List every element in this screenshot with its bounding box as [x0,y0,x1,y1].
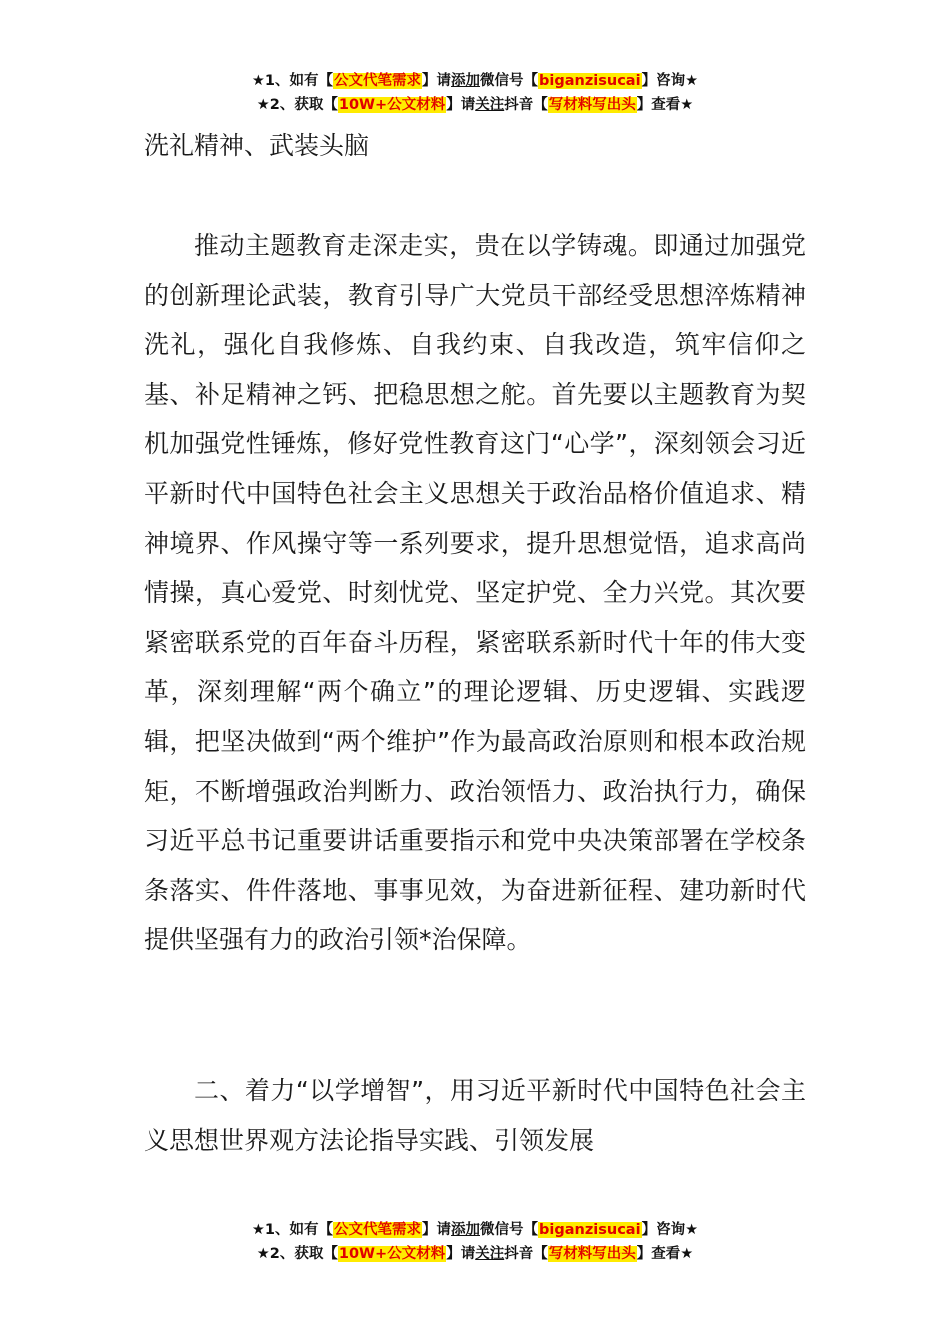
promo-text: 】咨询★ [641,73,699,89]
promo-highlight: 公文代笔需求 [334,1222,422,1238]
promo-text: 抖音【 [504,97,548,113]
promo-highlight: 写材料写出头 [548,1246,636,1262]
promo-highlight: biganzisucai [539,1222,641,1238]
promo-text: ★2、获取【 [256,1246,338,1262]
paragraph-heading-fragment: 洗礼精神、武装头脑 [144,131,370,160]
promo-text: 】请 [422,73,452,89]
promo-text: ★1、如有【 [251,73,334,89]
promo-banner-bottom [0,1218,950,1266]
promo-line-2 [0,93,950,117]
promo-text: 】查看★ [636,1246,694,1262]
promo-underlined: 关注 [475,97,505,113]
paragraph-body: 推动主题教育走深走实，贵在以学铸魂。即通过加强党的创新理论武装，教育引导广大党员干部经受思想淬炼精神洗礼，强化自我修炼、自我约束、自我改造，筑牢信仰之基、补足精神之钙、把稳思想之舵。首先要以主题教育为契机加强党性锤炼，修好党性教育这门“心学”，深刻领会习近平新时代中国特色社会主义思想关于政治品格价值追求、精神境界、作风操守等一系列要求，提升思想觉悟，追求高尚情操，真心爱党、时刻忧党、坚定护党、全力兴党。其次要紧密联系党的百年奋斗历程，紧密联系新时代十年的伟大变革，深刻理解“两个确立”的理论逻辑、历史逻辑、实践逻辑，把坚决做到“两个维护”作为最高政治原则和根本政治规矩，不断增强政治判断力、政治领悟力、政治执行力，确保习近平总书记重要讲话重要指示和党中央决策部署在学校条条落实、件件落地、事事见效，为奋进新征程、建功新时代提供坚强有力的政治引领*治保障。 [144,231,806,955]
promo-highlight: 10W+公文材料 [338,1246,446,1262]
promo-text: ★2、获取【 [256,97,338,113]
section-heading: 二、着力“以学增智”，用习近平新时代中国特色社会主义思想世界观方法论指导实践、引领发展 [144,1076,806,1155]
promo-highlight: biganzisucai [539,73,641,89]
promo-line-1 [0,69,950,93]
promo-text: 】查看★ [636,97,694,113]
promo-highlight: 10W+公文材料 [338,97,446,113]
promo-text: 抖音【 [504,1246,548,1262]
promo-highlight: 公文代笔需求 [334,73,422,89]
promo-text: 】请 [422,1222,452,1238]
promo-text: 】请 [446,97,476,113]
promo-underlined: 添加 [451,73,481,89]
promo-text: 微信号【 [480,73,539,89]
promo-underlined: 关注 [475,1246,505,1262]
promo-text: ★1、如有【 [251,1222,334,1238]
promo-text: 】咨询★ [641,1222,699,1238]
promo-line-2 [0,1242,950,1266]
promo-banner-top [0,69,950,117]
promo-line-1 [0,1218,950,1242]
promo-highlight: 写材料写出头 [548,97,636,113]
promo-text: 微信号【 [480,1222,539,1238]
promo-underlined: 添加 [451,1222,481,1238]
promo-text: 】请 [446,1246,476,1262]
